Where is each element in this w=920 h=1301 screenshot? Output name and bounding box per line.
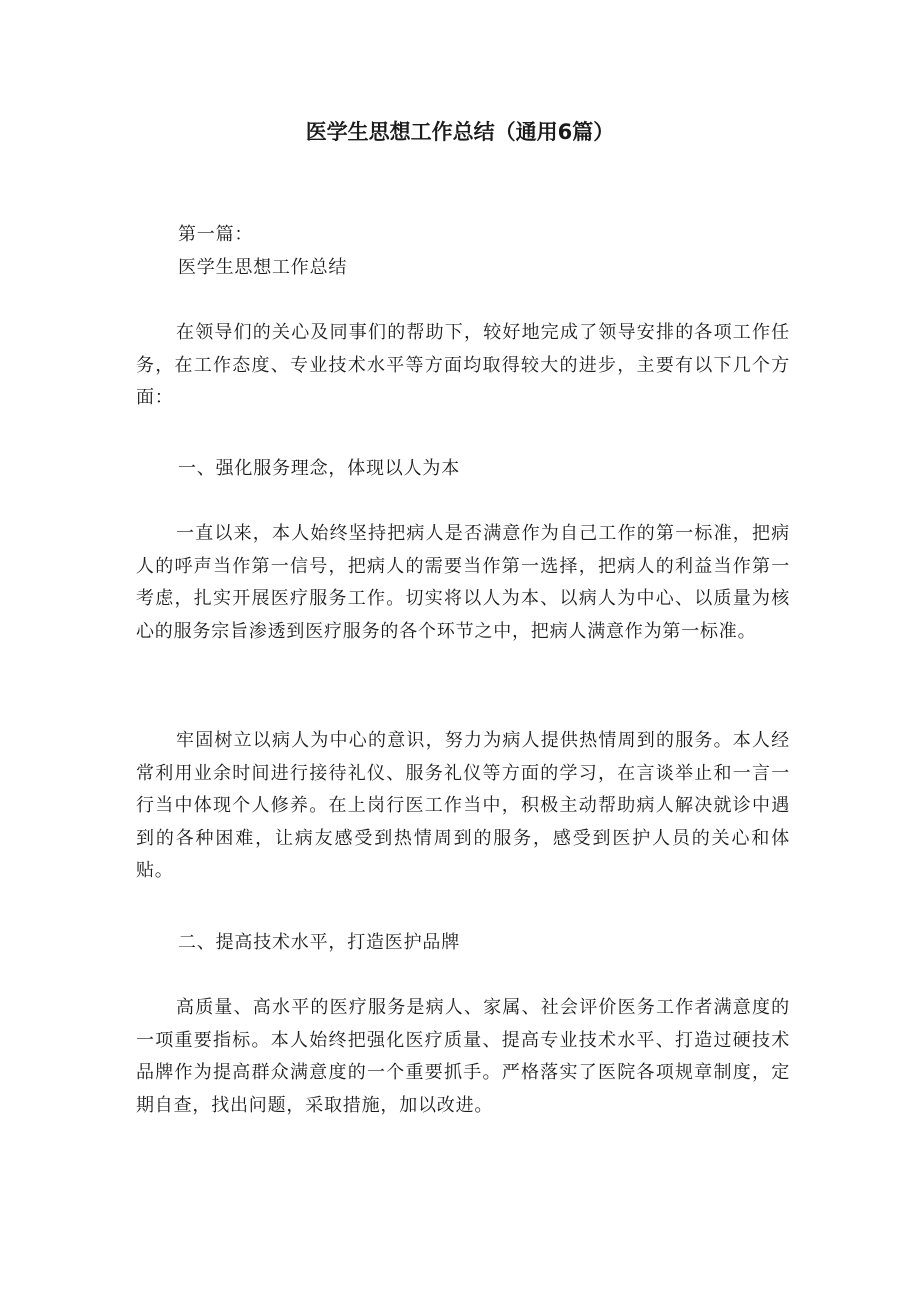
section-title: 医学生思想工作总结 [178, 257, 348, 278]
document-title: 医学生思想工作总结（通用6篇） [305, 120, 615, 144]
paragraph-patient-first: 一直以来，本人始终坚持把病人是否满意作为自己工作的第一标准，把病人的呼声当作第一信号，把病人的需要当作第一选择，把病人的利益当作第一考虑，扎实开展医疗服务工作。切实将以人为本、以病人为中心、以质量为核心的服务宗旨渗透到医疗服务的各个环节之中，把病人满意作为第一标准。 [136, 523, 790, 642]
heading-service-concept: 一、强化服务理念，体现以人为本 [178, 458, 460, 479]
section-label: 第一篇： [178, 224, 254, 245]
intro-paragraph: 在领导们的关心及同事们的帮助下，较好地完成了领导安排的各项工作任务，在工作态度、专业技术水平等方面均取得较大的进步，主要有以下几个方面： [136, 322, 790, 408]
heading-technical-level: 二、提高技术水平，打造医护品牌 [178, 932, 460, 953]
paragraph-patient-centered: 牢固树立以病人为中心的意识，努力为病人提供热情周到的服务。本人经常利用业余时间进行接待礼仪、服务礼仪等方面的学习，在言谈举止和一言一行当中体现个人修养。在上岗行医工作当中，积极主动帮助病人解决就诊中遇到的各种困难，让病友感受到热情周到的服务，感受到医护人员的关心和体贴。 [136, 730, 790, 881]
paragraph-medical-quality: 高质量、高水平的医疗服务是病人、家属、社会评价医务工作者满意度的一项重要指标。本人始终把强化医疗质量、提高专业技术水平、打造过硬技术品牌作为提高群众满意度的一个重要抓手。严格落实了医院各项规章制度，定期自查，找出问题，采取措施，加以改进。 [136, 997, 790, 1116]
